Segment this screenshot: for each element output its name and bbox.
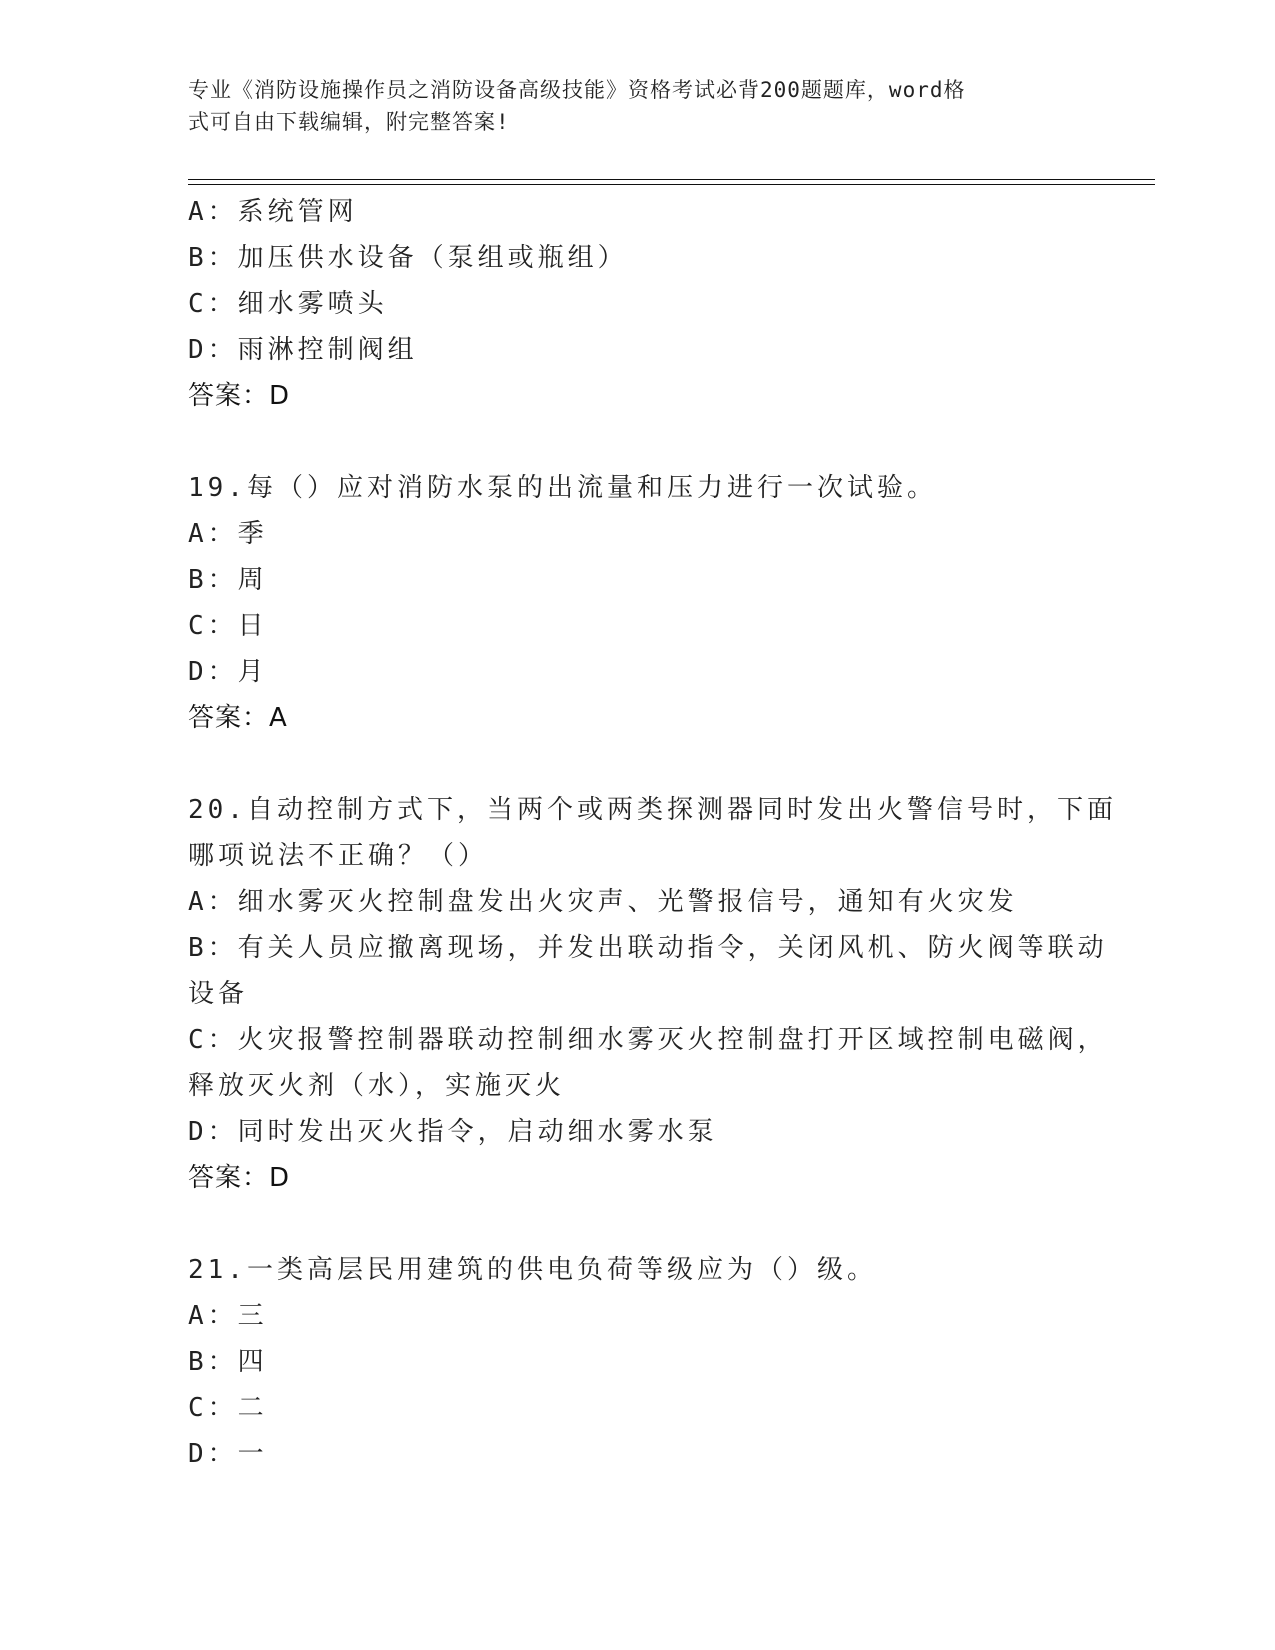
header-rule-top xyxy=(188,179,1155,180)
option-a: A：季 xyxy=(188,519,268,549)
option-b: B：周 xyxy=(188,565,268,595)
question-text: 21.一类高层民用建筑的供电负荷等级应为（）级。 xyxy=(188,1255,877,1285)
header-line-2: 式可自由下载编辑，附完整答案! xyxy=(188,110,510,134)
spacer xyxy=(188,741,1088,787)
question-block-20 xyxy=(188,787,1117,1201)
question-text: 19.每（）应对消防水泵的出流量和压力进行一次试验。 xyxy=(188,473,937,503)
option-c-line-2: 释放灭火剂（水），实施灭火 xyxy=(188,1071,566,1101)
header-line-1: 专业《消防设施操作员之消防设备高级技能》资格考试必背200题题库，word格 xyxy=(188,78,966,102)
option-d: D：一 xyxy=(188,1439,268,1469)
option-b-line-2: 设备 xyxy=(188,979,249,1009)
answer: 答案：D xyxy=(188,1163,291,1193)
question-block-19 xyxy=(188,465,1088,741)
question-block-18 xyxy=(188,189,1088,419)
spacer xyxy=(188,419,1088,465)
spacer xyxy=(188,1201,1088,1247)
option-b-line-1: B：有关人员应撤离现场，并发出联动指令，关闭风机、防火阀等联动 xyxy=(188,933,1108,963)
option-c-line-1: C：火灾报警控制器联动控制细水雾灭火控制盘打开区域控制电磁阀， xyxy=(188,1025,1108,1055)
question-block-21 xyxy=(188,1247,1088,1477)
option-a: A：细水雾灭火控制盘发出火灾声、光警报信号，通知有火灾发 xyxy=(188,887,1018,917)
document-header xyxy=(188,74,1068,138)
question-text-line-1: 20.自动控制方式下，当两个或两类探测器同时发出火警信号时，下面 xyxy=(188,795,1117,825)
option-c: C：日 xyxy=(188,611,268,641)
question-text-line-2: 哪项说法不正确？（） xyxy=(188,841,489,871)
answer: 答案：A xyxy=(188,703,288,733)
option-a: A：系统管网 xyxy=(188,197,358,227)
option-d: D：雨淋控制阀组 xyxy=(188,335,418,365)
option-b: B：加压供水设备（泵组或瓶组） xyxy=(188,243,628,273)
header-rule-bottom xyxy=(188,184,1155,185)
question-content xyxy=(188,189,1117,1477)
option-d: D：月 xyxy=(188,657,268,687)
option-b: B：四 xyxy=(188,1347,268,1377)
option-c: C：细水雾喷头 xyxy=(188,289,388,319)
option-d: D：同时发出灭火指令，启动细水雾水泵 xyxy=(188,1117,718,1147)
answer: 答案：D xyxy=(188,381,291,411)
option-c: C：二 xyxy=(188,1393,268,1423)
option-a: A：三 xyxy=(188,1301,268,1331)
